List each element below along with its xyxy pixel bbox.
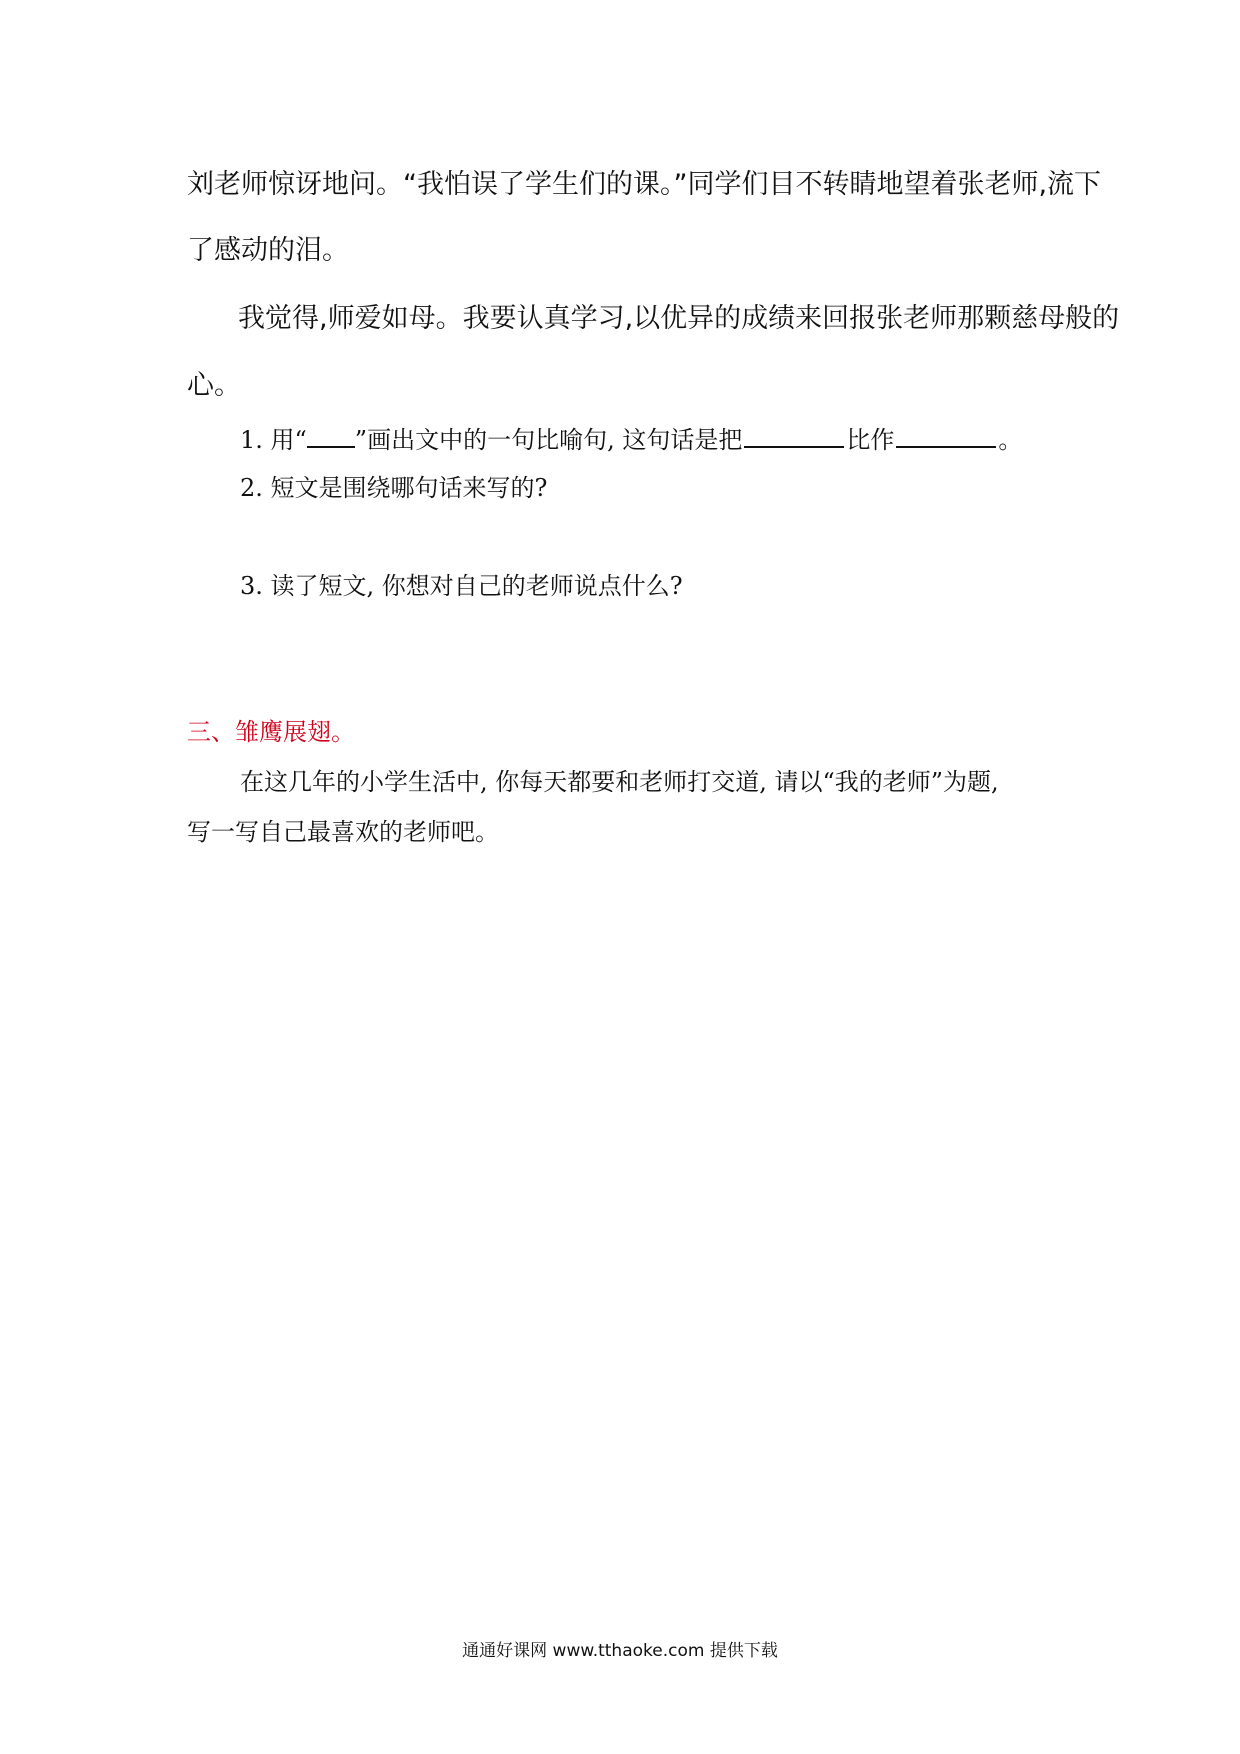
question-3: 3. 读了短文, 你想对自己的老师说点什么?	[240, 572, 683, 600]
answer-blank-1[interactable]	[744, 426, 844, 448]
passage-line-4: 心。	[187, 370, 241, 401]
passage-line-1: 刘老师惊讶地问。“我怕误了学生们的课。”同学们目不转睛地望着张老师,流下	[187, 169, 1102, 200]
section-3-heading: 三、雏鹰展翅。	[187, 718, 355, 746]
underline-marker-blank	[307, 426, 355, 448]
passage-line-2: 了感动的泪。	[187, 235, 349, 266]
question-1	[240, 426, 1022, 452]
passage-line-3: 我觉得,师爱如母。我要认真学习,以优异的成绩来回报张老师那颗慈母般的	[238, 303, 1120, 334]
answer-blank-2[interactable]	[896, 426, 996, 448]
question-2: 2. 短文是围绕哪句话来写的?	[240, 474, 548, 502]
question-1-compare: 比作	[846, 426, 895, 454]
question-1-prefix: 1. 用“	[240, 426, 307, 454]
footer-credit: 通通好课网 www.tthaoke.com 提供下载	[462, 1641, 778, 1661]
question-1-end: 。	[998, 426, 1023, 454]
question-1-middle: ”画出文中的一句比喻句, 这句话是把	[354, 426, 743, 454]
section-3-line-1: 在这几年的小学生活中, 你每天都要和老师打交道, 请以“我的老师”为题,	[240, 768, 999, 796]
section-3-line-2: 写一写自己最喜欢的老师吧。	[187, 818, 499, 846]
